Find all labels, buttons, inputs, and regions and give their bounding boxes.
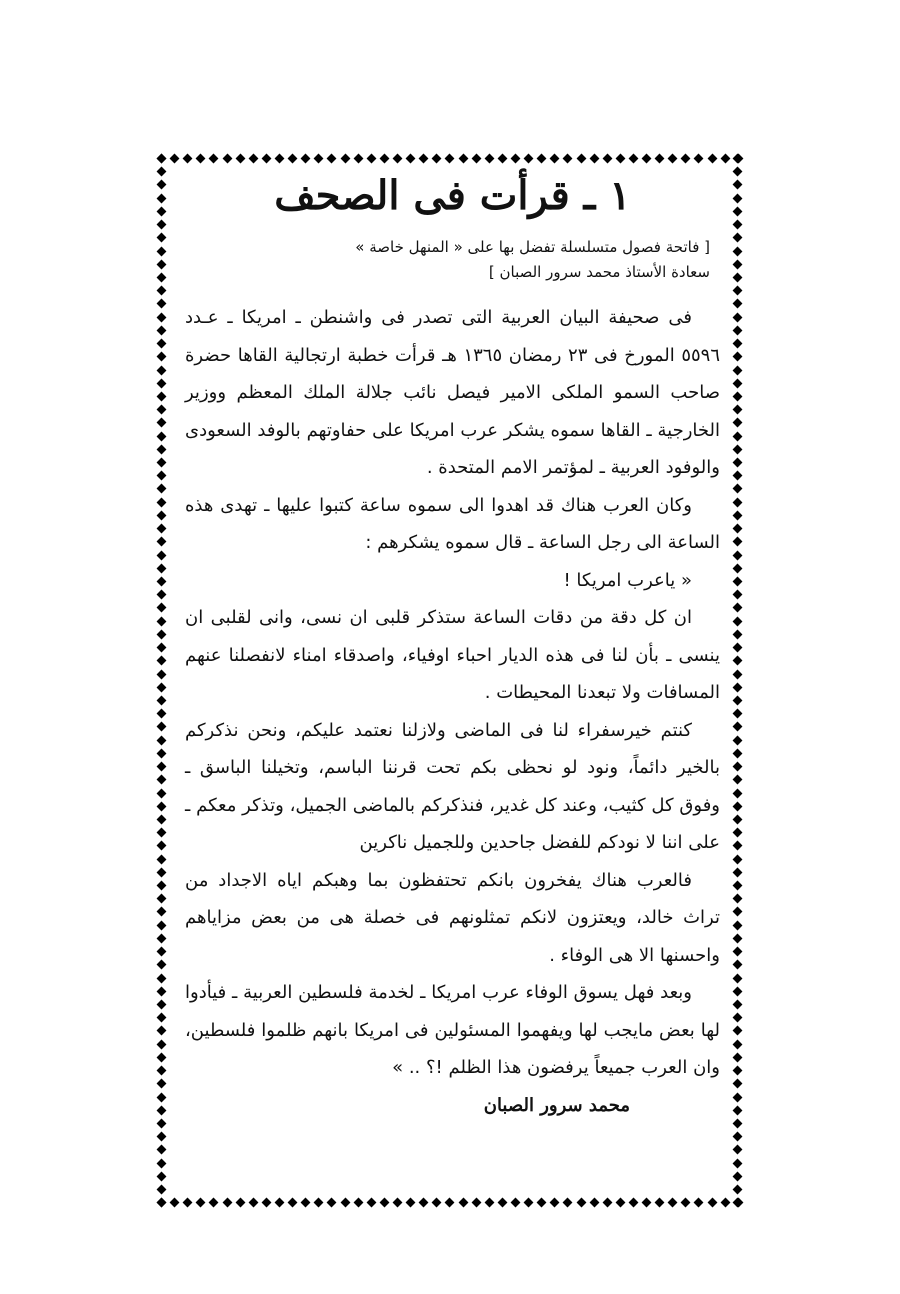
diamond-ornament	[733, 947, 743, 957]
paragraph: ان كل دقة من دقات الساعة ستذكر قلبى ان نسى، وانى لقلبى ان ينسى ـ بأن لنا فى هذه الديار احباء اوفياء، واصدقاء امناء لانفصلنا عنهم المسافات ولا تبعدنا المحيطات .	[185, 607, 720, 703]
diamond-ornament	[733, 735, 743, 745]
diamond-ornament	[157, 1198, 167, 1208]
diamond-ornament	[157, 1079, 167, 1089]
diamond-ornament	[157, 1105, 167, 1115]
diamond-ornament	[157, 814, 167, 824]
paragraph: وبعد فهل يسوق الوفاء عرب امريكا ـ لخدمة فلسطين العربية ـ فيأدوا لها بعض مايجب لها ويفهموا المسئولين فى امريكا بانهم ظلموا فلسطين، وان العرب جميعاً يرفضون هذا الظلم !؟ .. »	[185, 982, 720, 1078]
diamond-ornament	[157, 669, 167, 679]
diamond-ornament	[733, 180, 743, 190]
diamond-ornament	[157, 973, 167, 983]
diamond-ornament	[733, 471, 743, 481]
diamond-ornament	[733, 973, 743, 983]
diamond-ornament	[406, 1198, 416, 1208]
diamond-ornament	[157, 1013, 167, 1023]
diamond-ornament	[733, 325, 743, 335]
diamond-ornament	[511, 1198, 521, 1208]
diamond-ornament	[733, 762, 743, 772]
diamond-ornament	[157, 709, 167, 719]
diamond-ornament	[157, 656, 167, 666]
diamond-ornament	[628, 154, 638, 164]
diamond-ornament	[458, 1198, 468, 1208]
diamond-ornament	[261, 1198, 271, 1208]
diamond-ornament	[157, 339, 167, 349]
diamond-ornament	[733, 933, 743, 943]
diamond-ornament	[157, 167, 167, 177]
diamond-ornament	[733, 1066, 743, 1076]
diamond-ornament	[157, 881, 167, 891]
diamond-ornament	[733, 1052, 743, 1062]
diamond-ornament	[524, 154, 534, 164]
diamond-ornament	[733, 577, 743, 587]
diamond-ornament	[157, 418, 167, 428]
diamond-ornament	[366, 154, 376, 164]
diamond-ornament	[157, 920, 167, 930]
diamond-ornament	[707, 154, 717, 164]
diamond-ornament	[733, 1198, 743, 1208]
diamond-ornament	[733, 1105, 743, 1115]
diamond-ornament	[537, 1198, 547, 1208]
diamond-ornament	[157, 590, 167, 600]
article-intro	[185, 235, 720, 285]
diamond-ornament	[419, 154, 429, 164]
diamond-ornament	[196, 154, 206, 164]
diamond-ornament	[733, 365, 743, 375]
diamond-ornament	[157, 841, 167, 851]
diamond-ornament	[445, 1198, 455, 1208]
diamond-ornament	[511, 154, 521, 164]
diamond-ornament	[733, 709, 743, 719]
diamond-ornament	[733, 590, 743, 600]
diamond-ornament	[733, 352, 743, 362]
diamond-ornament	[157, 259, 167, 269]
diamond-ornament	[733, 1039, 743, 1049]
diamond-ornament	[733, 1013, 743, 1023]
diamond-ornament	[222, 154, 232, 164]
diamond-ornament	[288, 1198, 298, 1208]
diamond-ornament	[301, 1198, 311, 1208]
diamond-ornament	[458, 154, 468, 164]
diamond-ornament	[733, 378, 743, 388]
diamond-ornament	[733, 748, 743, 758]
paragraph: فالعرب هناك يفخرون بانكم تحتفظون بما وهبكم اياه الاجداد من تراث خالد، ويعتزون لانكم تمثلونهم فى خصلة هى من بعض مزاياهم واحسنها الا هى الوفاء .	[185, 869, 720, 966]
diamond-ornament	[615, 154, 625, 164]
diamond-ornament	[157, 947, 167, 957]
diamond-ornament	[406, 154, 416, 164]
diamond-ornament	[733, 484, 743, 494]
diamond-ornament	[707, 1198, 717, 1208]
diamond-ornament	[157, 484, 167, 494]
diamond-ornament	[157, 577, 167, 587]
diamond-ornament	[183, 1198, 193, 1208]
diamond-ornament	[157, 722, 167, 732]
diamond-ornament	[720, 154, 730, 164]
diamond-ornament	[733, 246, 743, 256]
diamond-ornament	[157, 643, 167, 653]
diamond-ornament	[602, 154, 612, 164]
diamond-ornament	[733, 603, 743, 613]
diamond-ornament	[327, 1198, 337, 1208]
diamond-ornament	[576, 1198, 586, 1208]
diamond-ornament	[157, 365, 167, 375]
diamond-ornament	[157, 629, 167, 639]
diamond-ornament	[733, 907, 743, 917]
diamond-ornament	[733, 524, 743, 534]
diamond-ornament	[733, 643, 743, 653]
diamond-ornament	[157, 1039, 167, 1049]
diamond-ornament	[576, 154, 586, 164]
diamond-ornament	[733, 788, 743, 798]
diamond-ornament	[275, 1198, 285, 1208]
diamond-ornament	[733, 867, 743, 877]
diamond-ornament	[157, 960, 167, 970]
diamond-ornament	[196, 1198, 206, 1208]
article	[185, 168, 720, 1178]
diamond-ornament	[720, 1198, 730, 1208]
diamond-ornament	[222, 1198, 232, 1208]
diamond-ornament	[157, 1052, 167, 1062]
diamond-ornament	[157, 1092, 167, 1102]
intro-line-2: سعادة الأستاذ محمد سرور الصبان ]	[488, 263, 710, 281]
diamond-ornament	[157, 1119, 167, 1129]
diamond-ornament	[602, 1198, 612, 1208]
diamond-ornament	[655, 154, 665, 164]
diamond-ornament	[157, 682, 167, 692]
diamond-ornament	[261, 154, 271, 164]
diamond-ornament	[733, 537, 743, 547]
diamond-ornament	[733, 986, 743, 996]
diamond-ornament	[393, 1198, 403, 1208]
diamond-ornament	[733, 881, 743, 891]
diamond-ornament	[157, 458, 167, 468]
diamond-ornament	[432, 1198, 442, 1208]
diamond-ornament	[733, 920, 743, 930]
diamond-ornament	[157, 775, 167, 785]
paragraph: كنتم خيرسفراء لنا فى الماضى ولازلنا نعتمد عليكم، ونحن نذكركم بالخير دائماً، ونود لو نحظى بكم تحت قرننا الباسم، وتخيلنا الباسق ـ وفوق كل كثيب، وعند كل غدير، فنذكركم بالماضى الجميل، وتذكر معكم ـ على اننا لا نودكم للفضل جاحدين وللجميل ناكرين	[185, 719, 720, 853]
diamond-ornament	[157, 1000, 167, 1010]
diamond-ornament	[642, 154, 652, 164]
diamond-ornament	[157, 220, 167, 230]
diamond-ornament	[733, 669, 743, 679]
diamond-ornament	[157, 180, 167, 190]
diamond-ornament	[615, 1198, 625, 1208]
diamond-ornament	[157, 299, 167, 309]
diamond-ornament	[733, 259, 743, 269]
intro-line-1: [ فاتحة فصول متسلسلة تفضل بها على « المنهل خاصة »	[355, 238, 710, 256]
diamond-ornament	[497, 154, 507, 164]
diamond-ornament	[733, 1185, 743, 1195]
diamond-ornament	[733, 497, 743, 507]
diamond-ornament	[157, 616, 167, 626]
diamond-ornament	[157, 1171, 167, 1181]
diamond-ornament	[668, 154, 678, 164]
diamond-ornament	[314, 1198, 324, 1208]
diamond-ornament	[157, 524, 167, 534]
diamond-ornament	[642, 1198, 652, 1208]
diamond-ornament	[157, 444, 167, 454]
diamond-ornament	[484, 1198, 494, 1208]
border-right	[731, 152, 745, 1210]
diamond-ornament	[248, 1198, 258, 1208]
diamond-ornament	[445, 154, 455, 164]
diamond-ornament	[733, 696, 743, 706]
diamond-ornament	[157, 762, 167, 772]
diamond-ornament	[157, 378, 167, 388]
diamond-ornament	[733, 629, 743, 639]
diamond-ornament	[694, 154, 704, 164]
diamond-ornament	[157, 471, 167, 481]
diamond-ornament	[157, 233, 167, 243]
diamond-ornament	[209, 1198, 219, 1208]
diamond-ornament	[733, 233, 743, 243]
diamond-ornament	[157, 867, 167, 877]
diamond-ornament	[157, 986, 167, 996]
diamond-ornament	[157, 510, 167, 520]
diamond-ornament	[733, 193, 743, 203]
diamond-ornament	[157, 1066, 167, 1076]
diamond-ornament	[157, 696, 167, 706]
diamond-ornament	[157, 497, 167, 507]
diamond-ornament	[681, 1198, 691, 1208]
diamond-ornament	[733, 616, 743, 626]
diamond-ornament	[314, 154, 324, 164]
diamond-ornament	[157, 907, 167, 917]
diamond-ornament	[733, 1026, 743, 1036]
diamond-ornament	[733, 801, 743, 811]
diamond-ornament	[563, 154, 573, 164]
article-title: ١ ـ قرأت فى الصحف	[274, 172, 631, 219]
border-top	[155, 152, 745, 166]
diamond-ornament	[733, 220, 743, 230]
diamond-ornament	[157, 193, 167, 203]
paragraph: فى صحيفة البيان العربية التى تصدر فى واشنطن ـ امريكا ـ عـدد ٥٥٩٦ المورخ فى ٢٣ رمضان ١٣٦٥ هـ قرأت خطبة ارتجالية القاها حضرة صاحب السمو الملكى الامير فيصل نائب جلالة الملك المعظم ووزير الخارجية ـ القاها سموه يشكر عرب امريكا على حفاوتهم بالوفد السعودى والوفود العربية ـ لمؤتمر الامم المتحدة .	[185, 307, 721, 478]
diamond-ornament	[157, 828, 167, 838]
diamond-ornament	[733, 1132, 743, 1142]
diamond-ornament	[157, 563, 167, 573]
diamond-ornament	[275, 154, 285, 164]
diamond-ornament	[157, 801, 167, 811]
diamond-ornament	[366, 1198, 376, 1208]
diamond-ornament	[419, 1198, 429, 1208]
diamond-ornament	[288, 154, 298, 164]
diamond-ornament	[157, 1132, 167, 1142]
diamond-ornament	[353, 1198, 363, 1208]
diamond-ornament	[589, 154, 599, 164]
diamond-ornament	[432, 154, 442, 164]
diamond-ornament	[340, 154, 350, 164]
diamond-ornament	[248, 154, 258, 164]
diamond-ornament	[157, 312, 167, 322]
diamond-ornament	[733, 312, 743, 322]
diamond-ornament	[733, 828, 743, 838]
diamond-ornament	[157, 246, 167, 256]
diamond-ornament	[733, 1092, 743, 1102]
diamond-ornament	[484, 154, 494, 164]
diamond-ornament	[733, 391, 743, 401]
diamond-ornament	[733, 775, 743, 785]
diamond-ornament	[733, 1171, 743, 1181]
diamond-ornament	[733, 273, 743, 283]
diamond-ornament	[157, 854, 167, 864]
diamond-ornament	[209, 154, 219, 164]
diamond-ornament	[157, 894, 167, 904]
diamond-ornament	[157, 391, 167, 401]
diamond-ornament	[681, 154, 691, 164]
diamond-ornament	[157, 273, 167, 283]
diamond-ornament	[589, 1198, 599, 1208]
diamond-ornament	[733, 286, 743, 296]
diamond-ornament	[733, 444, 743, 454]
diamond-ornament	[183, 154, 193, 164]
diamond-ornament	[157, 537, 167, 547]
diamond-ornament	[733, 458, 743, 468]
diamond-ornament	[628, 1198, 638, 1208]
diamond-ornament	[157, 550, 167, 560]
diamond-ornament	[157, 748, 167, 758]
diamond-ornament	[733, 814, 743, 824]
diamond-ornament	[157, 603, 167, 613]
diamond-ornament	[170, 154, 180, 164]
diamond-ornament	[524, 1198, 534, 1208]
diamond-ornament	[157, 1185, 167, 1195]
diamond-ornament	[379, 154, 389, 164]
diamond-ornament	[733, 722, 743, 732]
diamond-ornament	[733, 299, 743, 309]
diamond-ornament	[733, 1119, 743, 1129]
diamond-ornament	[157, 352, 167, 362]
diamond-ornament	[157, 1026, 167, 1036]
diamond-ornament	[733, 167, 743, 177]
diamond-ornament	[694, 1198, 704, 1208]
diamond-ornament	[157, 1158, 167, 1168]
diamond-ornament	[668, 1198, 678, 1208]
diamond-ornament	[733, 1158, 743, 1168]
diamond-ornament	[157, 788, 167, 798]
diamond-ornament	[379, 1198, 389, 1208]
diamond-ornament	[157, 431, 167, 441]
diamond-ornament	[340, 1198, 350, 1208]
diamond-ornament	[157, 1145, 167, 1155]
diamond-ornament	[157, 933, 167, 943]
diamond-ornament	[733, 206, 743, 216]
diamond-ornament	[733, 563, 743, 573]
diamond-ornament	[733, 154, 743, 164]
diamond-ornament	[393, 154, 403, 164]
diamond-ornament	[537, 154, 547, 164]
quote-salutation: « ياعرب امريكا !	[563, 569, 692, 591]
diamond-ornament	[157, 286, 167, 296]
diamond-ornament	[655, 1198, 665, 1208]
diamond-ornament	[733, 894, 743, 904]
diamond-ornament	[733, 682, 743, 692]
diamond-ornament	[157, 735, 167, 745]
diamond-ornament	[550, 154, 560, 164]
diamond-ornament	[563, 1198, 573, 1208]
diamond-ornament	[170, 1198, 180, 1208]
diamond-ornament	[235, 1198, 245, 1208]
diamond-ornament	[733, 854, 743, 864]
diamond-ornament	[353, 154, 363, 164]
author-signature: محمد سرور الصبان	[483, 1094, 630, 1116]
diamond-ornament	[733, 656, 743, 666]
diamond-ornament	[235, 154, 245, 164]
diamond-ornament	[471, 1198, 481, 1208]
diamond-ornament	[157, 206, 167, 216]
diamond-ornament	[733, 960, 743, 970]
diamond-ornament	[733, 405, 743, 415]
border-bottom	[155, 1196, 745, 1210]
diamond-ornament	[733, 510, 743, 520]
diamond-ornament	[157, 154, 167, 164]
diamond-ornament	[733, 1079, 743, 1089]
diamond-ornament	[157, 325, 167, 335]
diamond-ornament	[733, 1000, 743, 1010]
diamond-ornament	[733, 339, 743, 349]
border-left	[155, 152, 169, 1210]
paragraph: وكان العرب هناك قد اهدوا الى سموه ساعة كتبوا عليها ـ تهدى هذه الساعة الى رجل الساعة ـ قال سموه يشكرهم :	[185, 494, 720, 553]
diamond-ornament	[497, 1198, 507, 1208]
diamond-ornament	[733, 550, 743, 560]
diamond-ornament	[733, 431, 743, 441]
diamond-ornament	[733, 418, 743, 428]
diamond-ornament	[550, 1198, 560, 1208]
diamond-ornament	[301, 154, 311, 164]
diamond-ornament	[733, 841, 743, 851]
diamond-ornament	[733, 1145, 743, 1155]
diamond-ornament	[327, 154, 337, 164]
diamond-ornament	[157, 405, 167, 415]
diamond-ornament	[471, 154, 481, 164]
